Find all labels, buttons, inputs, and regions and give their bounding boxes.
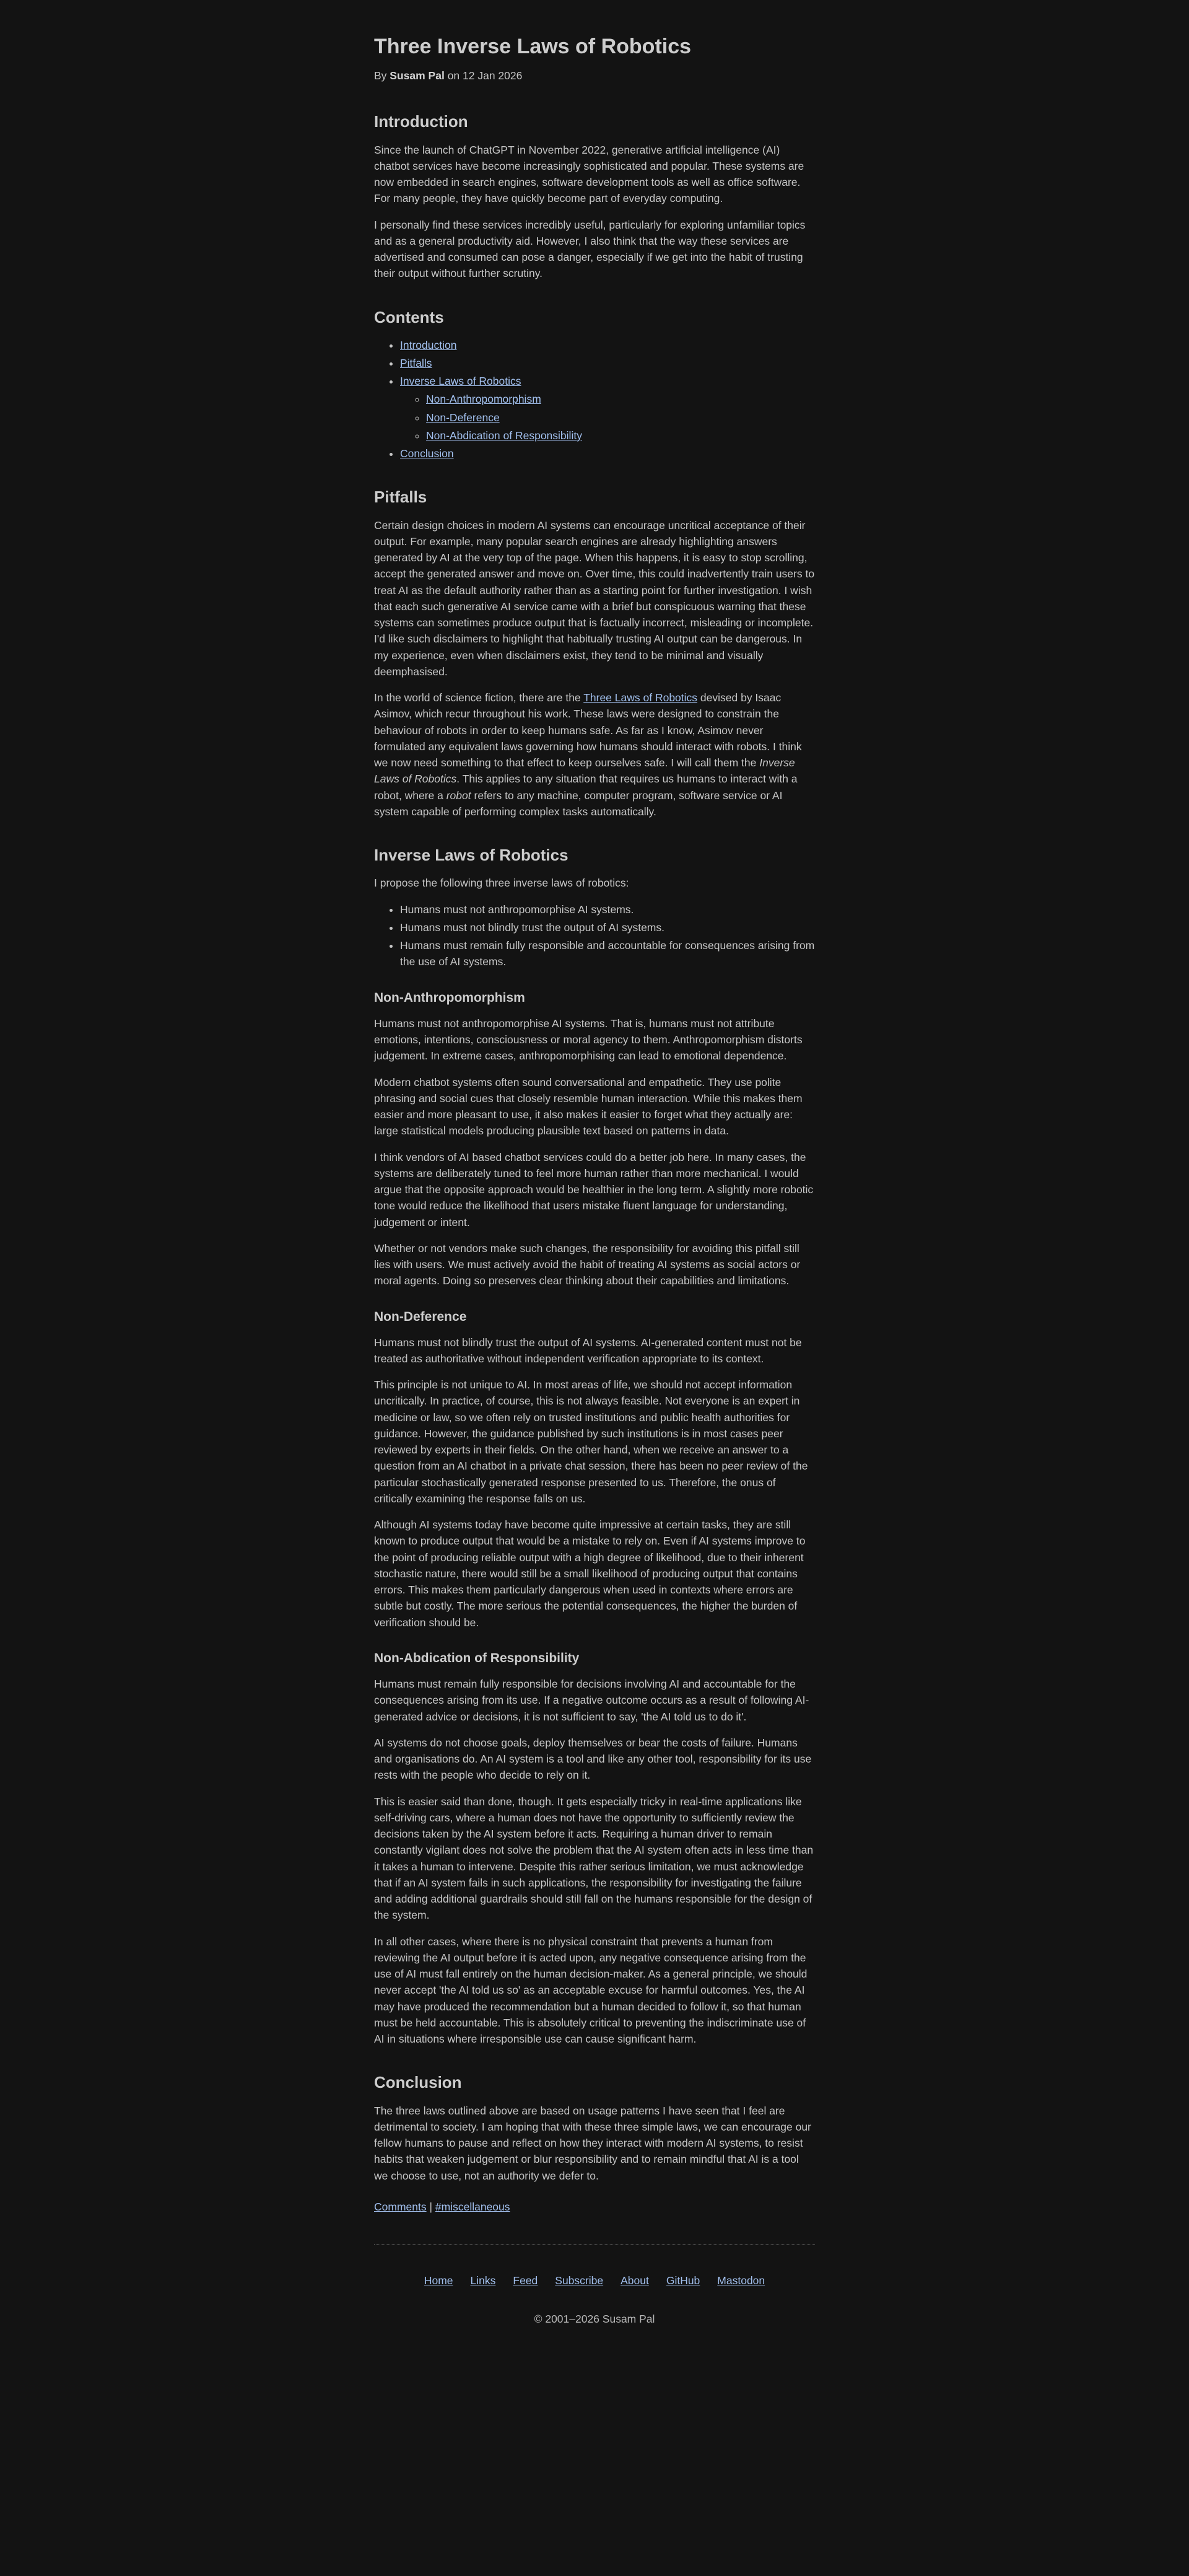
paragraph: Humans must remain fully responsible for decisions involving AI and accountable for the consequences arising from its use. If a negative outcome occurs as a result of following AI-generated advice or decisions, it is not sufficient to say, 'the AI told us to do it'. bbox=[374, 1678, 809, 1723]
paragraph: I personally find these services incredibly useful, particularly for exploring unfamiliar topics and as a general productivity aid. However, I also think that the way these services are advertised and consumed can pose a danger, especially if we get into the habit of trusting their output without further scrutiny. bbox=[374, 218, 806, 280]
paragraph: This is easier said than done, though. It gets especially tricky in real-time applications like self-driving cars, where a human does not have the opportunity to sufficiently review the decisions taken by the AI system before it acts. Requiring a human driver to remain constantly vigilant does not solve the problem that the AI system often acts in less time than it takes a human to intervene. Despite this rather serious limitation, we must acknowledge that if an AI system fails in such applications, the responsibility for investigating the failure and adding additional guardrails should still fall on the humans responsible for the design of the system. bbox=[374, 1795, 814, 1922]
toc-link-pitfalls[interactable]: Pitfalls bbox=[400, 356, 432, 369]
paragraph: Modern chatbot systems often sound conversational and empathetic. They use polite phrasing and social cues that closely resemble human interaction. While this makes them easier and more pleasant to use, it also makes it easier to forget what they actually are: large statistical models producing plausible text based on patterns in data. bbox=[374, 1076, 803, 1137]
page-title: Three Inverse Laws of Robotics bbox=[374, 35, 692, 58]
comments-link[interactable]: Comments bbox=[374, 2200, 427, 2213]
table-of-contents bbox=[374, 337, 815, 462]
meta-separator: | bbox=[426, 2200, 435, 2213]
author-name: Susam Pal bbox=[390, 69, 445, 82]
law-item: • Humans must remain fully responsible and accountable for consequences arising from the use of AI systems. bbox=[400, 937, 815, 970]
paragraph-text: In the world of science fiction, there are the bbox=[374, 691, 584, 704]
toc-sublist bbox=[400, 391, 815, 444]
toc-link-introduction[interactable]: Introduction bbox=[400, 338, 457, 351]
article bbox=[374, 0, 815, 2344]
toc-item bbox=[400, 355, 815, 371]
toc-subitem bbox=[426, 427, 815, 444]
paragraph: Humans must not blindly trust the output of AI systems. AI-generated content must not be treated as authoritative without independent verification appropriate to its context. bbox=[374, 1336, 802, 1365]
toc-item bbox=[400, 337, 815, 353]
paragraph: I think vendors of AI based chatbot services could do a better job here. In many cases, the systems are deliberately tuned to feel more human rather than more mechanical. I would argue that the opposite approach would be healthier in the long term. A slightly more robotic tone would reduce the likelihood that users mistake fluent language for understanding, judgement or intent. bbox=[374, 1150, 814, 1229]
article-meta-links bbox=[374, 2199, 815, 2215]
emphasis-inverse-laws: Inverse Laws of Robotics bbox=[374, 756, 795, 786]
emphasis-robot: robot bbox=[446, 789, 471, 802]
paragraph: In all other cases, where there is no physical constraint that prevents a human from reviewing the AI output before it is acted upon, any negative consequence arising from the use of AI must fall entirely on the human decision-maker. As a general principle, we should never accept 'the AI told us so' as an acceptable excuse for harmful outcomes. Yes, the AI may have produced the recommendation but a human decided to follow it, so that human must be held accountable. This is absolutely critical to preventing the indiscriminate use of AI in situations where irresponsible use can cause significant harm. bbox=[374, 1935, 808, 2046]
footer-link-home[interactable]: Home bbox=[424, 2274, 453, 2287]
toc-link-inverse-laws[interactable]: Inverse Laws of Robotics bbox=[400, 375, 521, 388]
footer-nav bbox=[374, 2272, 815, 2289]
byline-date: on 12 Jan 2026 bbox=[444, 69, 523, 82]
heading-conclusion: Conclusion bbox=[374, 2073, 462, 2092]
paragraph: Although AI systems today have become quite impressive at certain tasks, they are still known to produce output that would be a mistake to rely on. Even if AI systems improve to the point of producing reliable output with a high degree of likelihood, due to their inherent stochastic nature, there would still be a small likelihood of producing output that contains errors. This makes them particularly dangerous when used in contexts where errors are subtle but costly. The more serious the potential consequences, the higher the burden of verification should be. bbox=[374, 1518, 806, 1629]
toc-item bbox=[400, 445, 815, 462]
toc-subitem bbox=[426, 391, 815, 407]
tag-miscellaneous-link[interactable]: #miscellaneous bbox=[435, 2200, 510, 2213]
law-item: • Humans must not anthropomorphise AI systems. bbox=[400, 901, 815, 918]
toc-subitem bbox=[426, 410, 815, 426]
footer-link-github[interactable]: GitHub bbox=[666, 2274, 700, 2287]
paragraph: The three laws outlined above are based on usage patterns I have seen that I feel are detrimental to society. I am hoping that with these three simple laws, we can encourage our fellow humans to pause and reflect on how they interact with modern AI systems, to resist habits that weaken judgement or blur responsibility and to remain mindful that AI is a tool we choose to use, not an authority we defer to. bbox=[374, 2104, 811, 2182]
footer-link-mastodon[interactable]: Mastodon bbox=[717, 2274, 765, 2287]
copyright-notice: © 2001–2026 Susam Pal bbox=[534, 2313, 655, 2326]
heading-contents: Contents bbox=[374, 307, 444, 326]
toc-link-non-anthropomorphism[interactable]: Non-Anthropomorphism bbox=[426, 393, 541, 406]
heading-non-anthropomorphism: Non-Anthropomorphism bbox=[374, 990, 525, 1005]
paragraph: This principle is not unique to AI. In most areas of life, we should not accept information uncritically. In practice, of course, this is not always feasible. Not everyone is an expert in medicine or law, so we often rely on trusted institutions and public health authorities for guidance. However, the guidance published by such institutions is in most cases peer reviewed by experts in their fields. On the other hand, when we receive an answer to a question from an AI chatbot in a private chat session, there has been no peer review of the particular stochastically generated response presented to us. Therefore, the onus of critically examining the response falls on us. bbox=[374, 1378, 808, 1505]
byline-prefix: By bbox=[374, 69, 390, 82]
paragraph: I propose the following three inverse laws of robotics: bbox=[374, 877, 629, 890]
heading-non-deference: Non-Deference bbox=[374, 1309, 467, 1324]
paragraph-text: refers to any machine, computer program, software service or AI system capable of performing complex tasks automatically. bbox=[374, 789, 783, 818]
toc-link-non-deference[interactable]: Non-Deference bbox=[426, 411, 500, 424]
heading-pitfalls: Pitfalls bbox=[374, 488, 427, 507]
byline bbox=[374, 68, 815, 84]
paragraph: AI systems do not choose goals, deploy themselves or bear the costs of failure. Humans and organisations do. An AI system is a tool and like any other tool, responsibility for its use rests with the people who decide to rely on it. bbox=[374, 1736, 812, 1782]
paragraph: Whether or not vendors make such changes, the responsibility for avoiding this pitfall still lies with users. We must actively avoid the habit of treating AI systems as social actors or moral agents. Doing so preserves clear thinking about their capabilities and limitations. bbox=[374, 1242, 801, 1287]
paragraph: Humans must not anthropomorphise AI systems. That is, humans must not attribute emotions, intentions, consciousness or moral agency to them. Anthropomorphism distorts judgement. In extreme cases, anthropomorphising can lead to emotional dependence. bbox=[374, 1017, 803, 1062]
paragraph: Since the launch of ChatGPT in November 2022, generative artificial intelligence (AI) chatbot services have become increasingly sophisticated and popular. These systems are now embedded in search engines, software development tools as well as office software. For many people, they have quickly become part of everyday computing. bbox=[374, 143, 804, 205]
paragraph: Certain design choices in modern AI systems can encourage uncritical acceptance of their output. For example, many popular search engines are already highlighting answers generated by AI at the very top of the page. When this happens, it is easy to stop scrolling, accept the generated answer and move on. Over time, this could inadvertently train users to treat AI as the default authority rather than as a starting point for further investigation. I wish that each such generative AI service came with a brief but conspicuous warning that these systems can sometimes produce output that is factually incorrect, misleading or incomplete. I'd like such disclaimers to highlight that habitually trusting AI output can be dangerous. In my experience, even when disclaimers exist, they tend to be minimal and visually deemphasised. bbox=[374, 519, 815, 678]
paragraph-text: devised by Isaac Asimov, which recur throughout his work. These laws were designed to constrain the behaviour of robots in order to keep humans safe. As far as I know, Asimov never formulated any equivalent laws governing how humans should interact with robots. I think we now need something to that effect to keep ourselves safe. I will call them the bbox=[374, 691, 802, 769]
footer bbox=[374, 2245, 815, 2328]
paragraph bbox=[374, 690, 815, 820]
heading-introduction: Introduction bbox=[374, 112, 468, 131]
laws-list bbox=[374, 901, 815, 970]
toc-link-non-abdication[interactable]: Non-Abdication of Responsibility bbox=[426, 429, 582, 442]
toc-item bbox=[400, 373, 815, 444]
footer-link-feed[interactable]: Feed bbox=[513, 2274, 538, 2287]
heading-inverse-laws: Inverse Laws of Robotics bbox=[374, 846, 568, 865]
footer-link-about[interactable]: About bbox=[621, 2274, 649, 2287]
three-laws-of-robotics-link[interactable]: Three Laws of Robotics bbox=[583, 691, 698, 704]
footer-link-subscribe[interactable]: Subscribe bbox=[555, 2274, 604, 2287]
heading-non-abdication: Non-Abdication of Responsibility bbox=[374, 1650, 580, 1665]
law-item: • Humans must not blindly trust the output of AI systems. bbox=[400, 919, 815, 935]
footer-link-links[interactable]: Links bbox=[470, 2274, 496, 2287]
toc-link-conclusion[interactable]: Conclusion bbox=[400, 447, 454, 460]
paragraph-text: . This applies to any situation that requires us humans to interact with a robot, where a bbox=[374, 773, 798, 802]
